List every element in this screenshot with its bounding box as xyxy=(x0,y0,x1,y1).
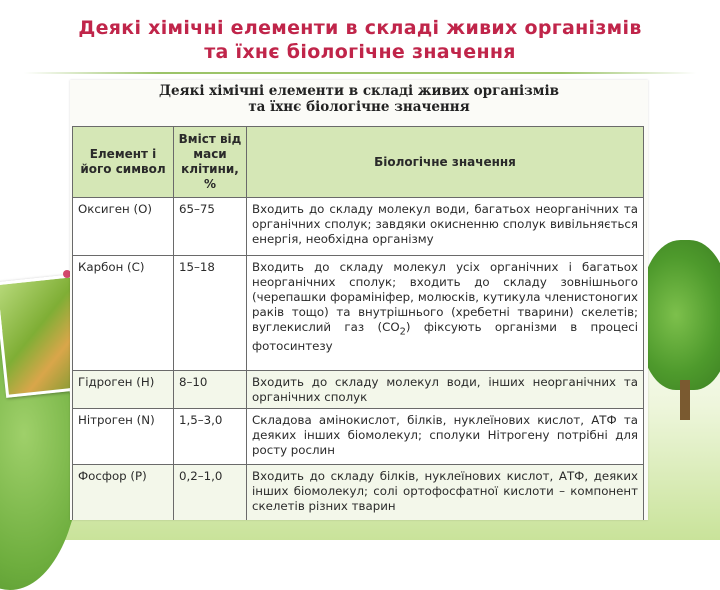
cell-content: 15–18 xyxy=(174,256,247,371)
table-row xyxy=(73,409,644,465)
table-row xyxy=(73,256,644,371)
background-tree xyxy=(640,240,720,390)
meaning-text-part: Входить до складу молекул усіх органічних і багатьох неорганічних сполук; входить до складу зовнішнього (черепашки форамініфер, молюсків, кутикула членистоногих раків тощо) та внутрішнього (хребетні тварини) скелетів; вуглекислий газ (СО xyxy=(252,260,638,334)
cell-content: 65–75 xyxy=(174,198,247,256)
document-title xyxy=(70,80,648,121)
cell-element: Нітроген (N) xyxy=(73,409,174,465)
cell-element: Гідроген (Н) xyxy=(73,371,174,409)
cell-meaning: Входить до складу білків, нуклеїнових кислот, АТФ, деяких інших біомолекул; солі ортофосфатної кислоти – компонент скелетів різних тварин xyxy=(247,465,644,521)
table-row xyxy=(73,465,644,521)
title-divider xyxy=(24,72,696,74)
elements-table xyxy=(72,126,644,520)
cell-meaning: Складова амінокислот, білків, нуклеїнових кислот, АТФ та деяких інших біомолекул; сполуки Нітрогену потрібні для росту рослин xyxy=(247,409,644,465)
slide-title-line-1: Деякі хімічні елементи в складі живих організмів xyxy=(78,17,642,39)
table-header-row xyxy=(73,127,644,198)
table-row xyxy=(73,198,644,256)
cell-meaning: Входить до складу молекул води, інших неорганічних та органічних сполук xyxy=(247,371,644,409)
cell-element: Карбон (С) xyxy=(73,256,174,371)
header-meaning: Біологічне значення xyxy=(247,127,644,198)
slide-title-line-2: та їхнє біологічне значення xyxy=(204,41,516,63)
header-element: Елемент і його символ xyxy=(73,127,174,198)
scanned-table-document xyxy=(70,80,648,520)
document-title-line-1: Деякі хімічні елементи в складі живих організмів xyxy=(159,83,559,99)
table-row xyxy=(73,371,644,409)
cell-meaning: Входить до складу молекул води, багатьох неорганічних та органічних сполук; завдяки окисненню сполук вивільняється енергія, необхідна організму xyxy=(247,198,644,256)
header-content: Вміст від маси клітини, % xyxy=(174,127,247,198)
cell-meaning xyxy=(247,256,644,371)
cell-element: Оксиген (О) xyxy=(73,198,174,256)
subscript-two: 2 xyxy=(399,326,406,338)
slide-title xyxy=(20,16,700,64)
cell-element: Фосфор (Р) xyxy=(73,465,174,521)
cell-content: 0,2–1,0 xyxy=(174,465,247,521)
cell-content: 1,5–3,0 xyxy=(174,409,247,465)
background-tree-trunk xyxy=(680,380,690,420)
document-title-line-2: та їхнє біологічне значення xyxy=(248,99,470,115)
cell-content: 8–10 xyxy=(174,371,247,409)
meaning-text-part: ) фіксують організми в процесі фотосинтезу xyxy=(252,320,638,354)
